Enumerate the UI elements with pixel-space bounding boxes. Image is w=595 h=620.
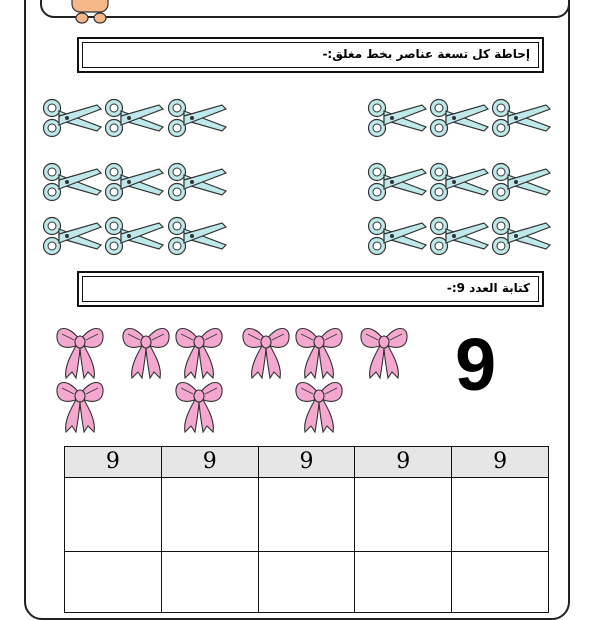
bow-icon <box>54 376 106 434</box>
scissors-icon <box>428 98 490 138</box>
scissors-icon <box>490 216 552 256</box>
scissors-icon <box>428 162 490 202</box>
bow-icon <box>54 322 106 380</box>
writing-cell[interactable] <box>258 478 355 552</box>
writing-cell[interactable] <box>452 552 549 613</box>
bow-icon <box>293 376 345 434</box>
writing-cell[interactable] <box>65 552 162 613</box>
scissors-icon <box>41 98 103 138</box>
scissors-icon <box>490 98 552 138</box>
bow-icon <box>240 322 292 380</box>
scissors-icon <box>103 162 165 202</box>
writing-cell[interactable] <box>355 478 452 552</box>
scissors-icon <box>366 162 428 202</box>
header-bar <box>40 0 570 18</box>
writing-cell[interactable] <box>355 552 452 613</box>
scissors-icon <box>41 216 103 256</box>
scissors-icon <box>103 98 165 138</box>
scissors-icon <box>166 98 228 138</box>
scissors-icon <box>366 216 428 256</box>
big-number: 9 <box>455 323 497 406</box>
scissors-icon <box>490 162 552 202</box>
mascot-image <box>64 0 116 24</box>
scissors-icon <box>103 216 165 256</box>
writing-cell[interactable] <box>452 478 549 552</box>
section-2-title: كتابة العدد 9:- <box>446 281 530 295</box>
scissors-icon <box>41 162 103 202</box>
section-1-title: إحاطة كل تسعة عناصر بخط مغلق:- <box>322 47 530 61</box>
grid-header-cell: 9 <box>258 447 355 478</box>
grid-header-cell: 9 <box>65 447 162 478</box>
writing-grid <box>64 446 549 613</box>
bow-icon <box>358 322 410 380</box>
bow-icon <box>173 322 225 380</box>
bow-icon <box>293 322 345 380</box>
writing-cell[interactable] <box>65 478 162 552</box>
writing-cell[interactable] <box>258 552 355 613</box>
writing-cell[interactable] <box>161 552 258 613</box>
scissors-icon <box>428 216 490 256</box>
scissors-icon <box>366 98 428 138</box>
section-1-title-box <box>77 37 544 73</box>
bow-icon <box>173 376 225 434</box>
grid-header-cell: 9 <box>452 447 549 478</box>
section-2-title-box <box>77 271 544 307</box>
grid-header-cell: 9 <box>161 447 258 478</box>
bow-icon <box>120 322 172 380</box>
grid-header-cell: 9 <box>355 447 452 478</box>
scissors-icon <box>166 162 228 202</box>
scissors-icon <box>166 216 228 256</box>
writing-cell[interactable] <box>161 478 258 552</box>
